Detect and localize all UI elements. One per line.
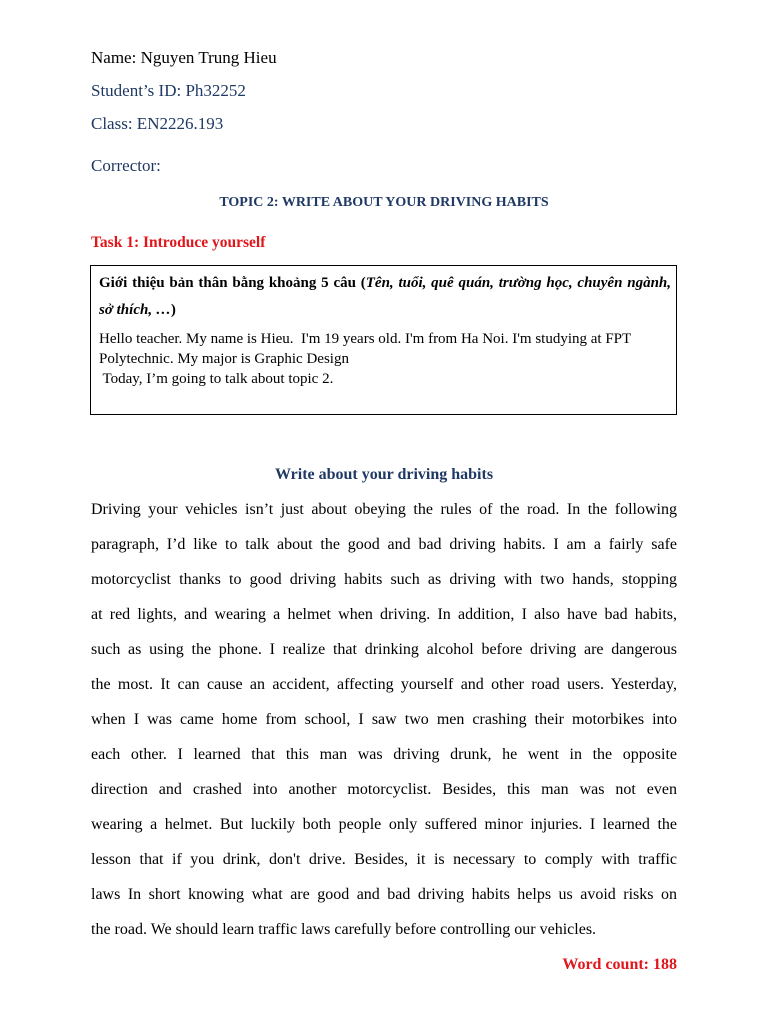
intro-prompt [99, 270, 671, 324]
intro-answer [99, 329, 674, 389]
essay-line: wearing a helmet. But luckily both people only suffered minor injuries. I learned the [91, 816, 677, 833]
essay-title: Write about your driving habits [274, 466, 494, 483]
essay-body [91, 500, 677, 955]
essay-line: the road. We should learn traffic laws carefully before controlling our vehicles. [91, 921, 597, 938]
intro-answer-line: Hello teacher. My name is Hieu. I'm 19 years old. I'm from Ha Noi. I'm studying at FPT [99, 331, 632, 347]
essay-line: at red lights, and wearing a helmet when driving. In addition, I also have bad habits, [91, 606, 677, 623]
intro-prompt-bold: Giới thiệu bản thân bằng khoảng 5 câu ( [99, 275, 366, 291]
essay-line: such as using the phone. I realize that drinking alcohol before driving are dangerous [91, 641, 677, 658]
student-id: Student’s ID: Ph32252 [91, 81, 246, 100]
essay-line: paragraph, I’d like to talk about the good and bad driving habits. I am a fairly safe [91, 536, 677, 553]
intro-prompt-italic: Tên, tuổi, quê quán, trường học, chuyên ngành, sở thích, … [99, 275, 671, 318]
intro-prompt-close: ) [170, 302, 176, 318]
intro-answer-line: Today, I’m going to talk about topic 2. [99, 371, 334, 387]
essay-line: the most. It can cause an accident, affecting yourself and other road users. Yesterday, [91, 676, 677, 693]
essay-line: when I was came home from school, I saw two men crashing their motorbikes into [91, 711, 677, 728]
task-heading: Task 1: Introduce yourself [91, 234, 266, 251]
student-class: Class: EN2226.193 [91, 114, 224, 133]
student-name: Name: Nguyen Trung Hieu [91, 48, 277, 67]
essay-line: lesson that if you drink, don't drive. Besides, it is necessary to comply with traffic [91, 851, 677, 868]
topic-heading: TOPIC 2: WRITE ABOUT YOUR DRIVING HABITS [219, 195, 549, 210]
intro-answer-line: Polytechnic. My major is Graphic Design [99, 351, 349, 367]
essay-line: each other. I learned that this man was driving drunk, he went in the opposite [91, 746, 677, 763]
essay-line: laws In short knowing what are good and bad driving habits helps us avoid risks on [91, 886, 677, 903]
intro-box [90, 265, 677, 415]
word-count: Word count: 188 [562, 956, 677, 973]
essay-line: motorcyclist thanks to good driving habits such as driving with two hands, stopping [91, 571, 677, 588]
corrector-label: Corrector: [91, 156, 161, 175]
essay-line: Driving your vehicles isn’t just about obeying the rules of the road. In the following [91, 501, 677, 518]
essay-line: direction and crashed into another motorcyclist. Besides, this man was not even [91, 781, 677, 798]
